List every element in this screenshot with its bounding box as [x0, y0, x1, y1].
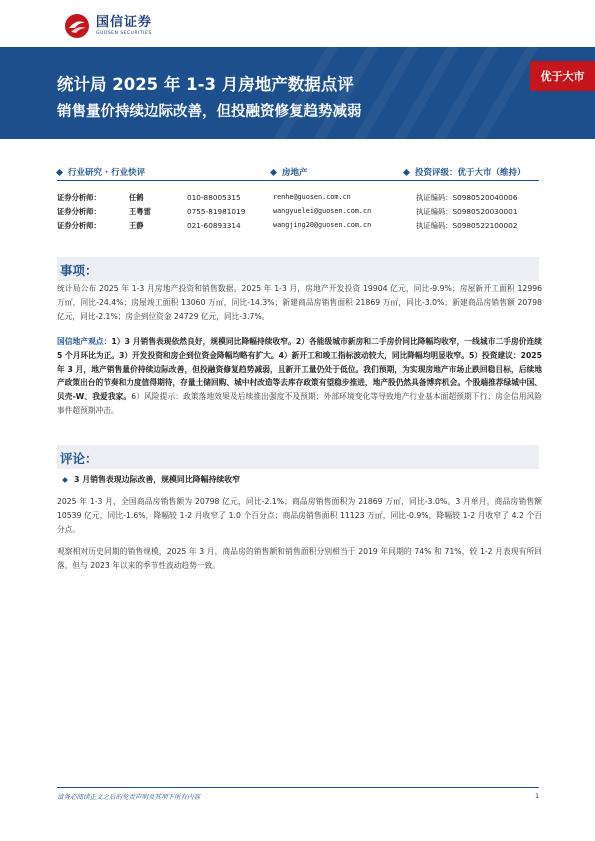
analyst-row: [57, 221, 539, 235]
view-label: 国信地产观点：: [57, 337, 112, 346]
analyst-row: [57, 207, 539, 221]
analyst-role: 证券分析师：: [57, 193, 101, 202]
analyst-phone: 010-88005315: [187, 193, 241, 202]
report-title: 统计局 2025 年 1-3 月房地产数据点评: [57, 75, 354, 94]
analyst-email[interactable]: renhe@guosen.com.cn: [273, 193, 351, 201]
diamond-icon: [270, 168, 277, 175]
diamond-icon: [62, 477, 68, 483]
analyst-phone: 021-60893314: [187, 221, 241, 230]
footer-disclaimer: 请务必阅读正文之后的免责声明及其项下所有内容: [57, 793, 200, 801]
analyst-row: [57, 193, 539, 207]
logo-name-cn: 国信证券: [96, 15, 153, 30]
event-paragraph: 统计局公布 2025 年 1-3 月房地产投资和销售数据。2025 年 1-3 月，房地产开发投资 19904 亿元，同比-9.9%；房屋新开工面积 12996 万㎡，同比-24.4%；房屋竣工面积 13060 万㎡，同比-14.3%；新建商品房销售面积 21869 万㎡，同比-3.0%；新建商品房销售额 20798 亿元，同比-2.1%；房企到位资金 24729 亿元，同比-3.7%。: [57, 284, 542, 321]
view-risk-text: 6）风险提示：政策落地效果及后续推出强度不及预期；外部环境变化等导致地产行业基本面超预期下行；房企信用风险事件超预期冲击。: [57, 392, 542, 415]
analyst-cert: 执证编码：S0980520030001: [416, 207, 518, 216]
comment-paragraph-2: 观察相对历史同期的销售规模，2025 年 3 月，商品房的销售额和销售面积分别相当于 2019 年同期的 74% 和 71%，较 1-2 月表现有所回落，但与 2023 年以来的季节性波动趋势一致。: [57, 547, 542, 570]
view-bold-text: 1）3 月销售表现依然良好，规模同比降幅持续收窄。2）各能级城市新房和二手房价同比降幅均收窄，一线城市二手房价连续 5 个月环比为正。3）开发投资和房企到位资金降幅均略有扩大。4）新开工和竣工指标波动较大，同比降幅均明显收窄。5）投资建议：2025 年 3 月，地产销售量价持续边际改善，但投融资修复趋势减弱，且新开工量仍处于低位。我们预期，为实现房地产市场止跌回稳目标，后续地产政策出台的节奏和力度值得期待，存量土储回购、城中村改造等去库存政策有望稳步推进，地产股仍然具备博弈机会。个股端推荐绿城中国、贝壳-W、我爱我家。: [57, 337, 542, 402]
meta-rating: 投资评级：优于大市（维持）: [404, 166, 526, 178]
analyst-role: 证券分析师：: [57, 221, 101, 230]
rating-badge: 优于大市: [530, 61, 595, 91]
diamond-icon: [403, 168, 410, 175]
section-heading-event: 事项：: [57, 257, 539, 281]
logo-mark-icon: [64, 13, 90, 39]
meta-category: 行业研究 · 行业快评: [57, 166, 145, 178]
section-heading-comment: 评论：: [57, 445, 539, 469]
report-subtitle: 销售量价持续边际改善，但投融资修复趋势减弱: [57, 104, 362, 120]
comment-bullet-title: 3 月销售表现边际改善，规模同比降幅持续收窄: [63, 474, 240, 485]
analyst-table: [57, 193, 539, 235]
meta-divider: [57, 180, 539, 181]
analyst-name: 王粤雷: [129, 207, 151, 216]
analyst-name: 王静: [129, 221, 144, 230]
analyst-email[interactable]: wangjing20@guosen.com.cn: [273, 221, 372, 229]
logo-name-en: GUOSEN SECURITIES: [96, 31, 152, 36]
diamond-icon: [56, 168, 63, 175]
analyst-role: 证券分析师：: [57, 207, 101, 216]
analyst-name: 任鹤: [129, 193, 144, 202]
analyst-email[interactable]: wangyuelei@guosen.com.cn: [273, 207, 372, 215]
comment-paragraph-1: 2025 年 1-3 月，全国商品房销售额为 20798 亿元，同比-2.1%；商品房销售面积为 21869 万㎡，同比-3.0%。3 月单月，商品房销售额 10539 亿元，同比-1.6%，降幅较 1-2 月收窄了 1.0 个百分点；商品房销售面积 11123 万㎡，同比-0.9%，降幅较 1-2 月收窄了 4.2 个百分点。: [57, 497, 542, 534]
company-logo: [64, 13, 152, 39]
analyst-phone: 0755-81981019: [187, 207, 246, 216]
analyst-cert: 执证编码：S0980520040006: [416, 193, 518, 202]
page-number: 1: [535, 792, 540, 800]
meta-industry: 房地产: [271, 166, 308, 178]
view-paragraph: [57, 335, 542, 418]
footer-divider: [57, 787, 539, 788]
analyst-cert: 执证编码：S0980522100002: [416, 221, 518, 230]
